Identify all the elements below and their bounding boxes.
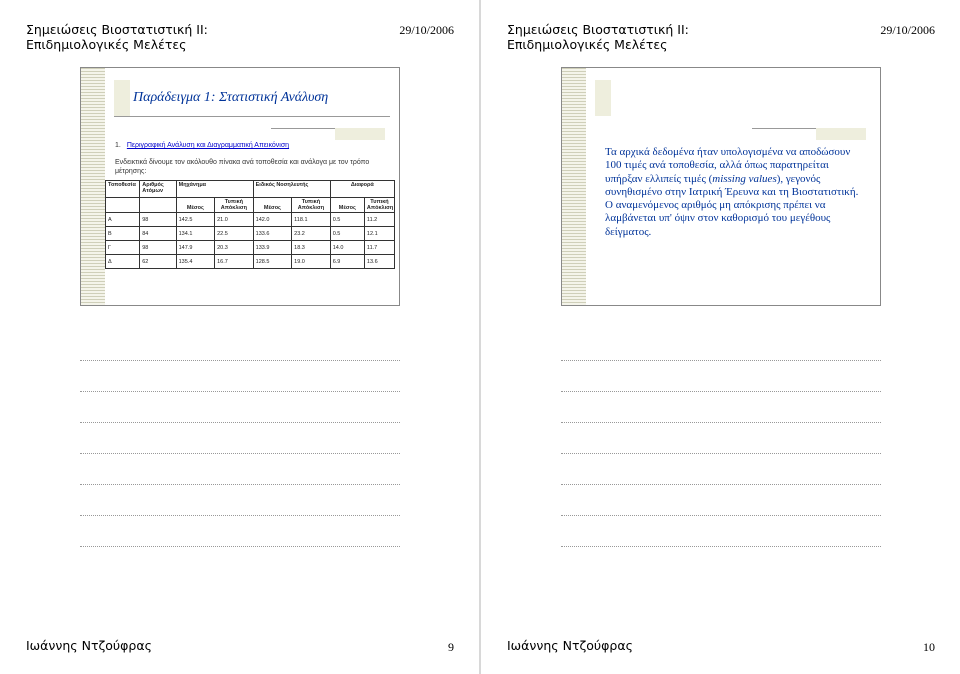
note-line bbox=[80, 453, 400, 455]
table-cell: 133.9 bbox=[253, 241, 292, 255]
table-header: Διαφορά bbox=[330, 181, 394, 198]
table-subheader: Τυπική Απόκλιση bbox=[215, 198, 254, 213]
slide-stripe bbox=[81, 68, 105, 305]
header-date: 29/10/2006 bbox=[880, 23, 935, 37]
note-line bbox=[561, 391, 881, 393]
table-cell: 84 bbox=[140, 227, 176, 241]
slide-body-italic: missing values bbox=[712, 172, 777, 185]
table-cell: 98 bbox=[140, 241, 176, 255]
table-cell: 142.5 bbox=[176, 213, 215, 227]
table-cell: 12.1 bbox=[364, 227, 394, 241]
table-cell: 118.1 bbox=[292, 213, 331, 227]
right-page bbox=[481, 0, 960, 674]
table-cell: 23.2 bbox=[292, 227, 331, 241]
left-page bbox=[0, 0, 479, 674]
table-cell: 20.3 bbox=[215, 241, 254, 255]
footer-page-number: 9 bbox=[448, 640, 454, 654]
note-line bbox=[80, 391, 400, 393]
note-line bbox=[80, 360, 400, 362]
table-subheader: Τυπική Απόκλιση bbox=[364, 198, 394, 213]
footer-page-number: 10 bbox=[923, 640, 935, 654]
note-line bbox=[80, 422, 400, 424]
table-header: Μηχάνημα bbox=[176, 181, 253, 198]
table-cell: 135.4 bbox=[176, 255, 215, 269]
table-cell: Γ bbox=[106, 241, 140, 255]
slide-title-rule bbox=[114, 116, 390, 117]
slide-body-text bbox=[605, 146, 867, 239]
header-title-line1: Σημειώσεις Βιοστατιστική ΙΙ: bbox=[507, 22, 689, 37]
note-line bbox=[561, 546, 881, 548]
table-subheader: Τυπική Απόκλιση bbox=[292, 198, 331, 213]
note-line bbox=[561, 422, 881, 424]
table-cell: 19.0 bbox=[292, 255, 331, 269]
slide-stripe bbox=[562, 68, 586, 305]
table-cell: 0.5 bbox=[330, 227, 364, 241]
table-subheader: Μέσος bbox=[330, 198, 364, 213]
slide-body-part2: ), γεγονός συνηθισμένο στην Ιατρική Έρευνα και τη Βιοστατιστική. Ο αναμενόμενος αριθμός μη απόκρισης πρέπει να λαμβάνεται υπ' όψιν στον καθορισμό του μεγέθους δείγματος. bbox=[605, 172, 859, 238]
footer-author: Ιωάννης Ντζούφρας bbox=[26, 638, 152, 653]
slide-decor-bar bbox=[816, 128, 866, 140]
header-title-line2: Επιδημιολογικές Μελέτες bbox=[507, 37, 668, 52]
footer-author: Ιωάννης Ντζούφρας bbox=[507, 638, 633, 653]
table-row bbox=[106, 227, 395, 241]
table-cell: 142.0 bbox=[253, 213, 292, 227]
slide-body-part1: Τα αρχικά δεδομένα ήταν υπολογισμένα να αποδώσουν 100 τιμές ανά τοποθεσία, αλλά όπως παρατηρείται υπήρξαν ελλιπείς τιμές ( bbox=[605, 146, 851, 185]
table-cell: 128.5 bbox=[253, 255, 292, 269]
notes-lines-left bbox=[80, 360, 400, 577]
table-cell: 16.7 bbox=[215, 255, 254, 269]
table-cell: Β bbox=[106, 227, 140, 241]
table-cell: 18.3 bbox=[292, 241, 331, 255]
note-line bbox=[80, 484, 400, 486]
table-cell: 21.0 bbox=[215, 213, 254, 227]
slide-decor-square bbox=[595, 80, 611, 116]
header-title-line1: Σημειώσεις Βιοστατιστική ΙΙ: bbox=[26, 22, 208, 37]
slide-decor-square bbox=[114, 80, 130, 116]
table-cell: 0.5 bbox=[330, 213, 364, 227]
note-line bbox=[561, 515, 881, 517]
table-row bbox=[106, 241, 395, 255]
table-header: Αριθμός Ατόμων bbox=[140, 181, 176, 198]
table-cell: 14.0 bbox=[330, 241, 364, 255]
table-cell: 62 bbox=[140, 255, 176, 269]
notes-lines-right bbox=[561, 360, 881, 577]
data-table bbox=[105, 180, 395, 269]
table-cell: 6.9 bbox=[330, 255, 364, 269]
table-cell: Δ bbox=[106, 255, 140, 269]
header-title bbox=[507, 22, 689, 52]
table-row bbox=[106, 255, 395, 269]
table-subheader-row bbox=[106, 198, 395, 213]
slide-intro: Ενδεικτικά δίνουμε τον ακόλουθο πίνακα ανά τοποθεσία και ανάλογα με τον τρόπο μέτρησης: bbox=[115, 159, 370, 175]
table-row bbox=[106, 213, 395, 227]
note-line bbox=[80, 515, 400, 517]
slide-divider bbox=[752, 128, 816, 129]
table-cell: Α bbox=[106, 213, 140, 227]
note-line bbox=[80, 546, 400, 548]
table-header: Τοποθεσία bbox=[106, 181, 140, 198]
header-title bbox=[26, 22, 208, 52]
table-cell: 133.6 bbox=[253, 227, 292, 241]
table-cell: 134.1 bbox=[176, 227, 215, 241]
table-header-row bbox=[106, 181, 395, 198]
table-cell: 98 bbox=[140, 213, 176, 227]
table-cell: 147.9 bbox=[176, 241, 215, 255]
slide-thumbnail bbox=[80, 67, 400, 306]
table-header: Ειδικός Νοσηλευτής bbox=[253, 181, 330, 198]
table-subheader: Μέσος bbox=[176, 198, 215, 213]
slide-decor-bar bbox=[335, 128, 385, 140]
slide-item-link[interactable]: Περιγραφική Ανάλυση και Διαγραμματική Απεικόνιση bbox=[126, 142, 290, 149]
note-line bbox=[561, 453, 881, 455]
table-cell: 22.5 bbox=[215, 227, 254, 241]
table-cell: 13.6 bbox=[364, 255, 394, 269]
slide-item bbox=[115, 142, 289, 149]
note-line bbox=[561, 484, 881, 486]
slide-divider bbox=[271, 128, 335, 129]
note-line bbox=[561, 360, 881, 362]
slide-title: Παράδειγμα 1: Στατιστική Ανάλυση bbox=[133, 90, 329, 105]
slide-item-number: 1. bbox=[115, 142, 121, 149]
header-date: 29/10/2006 bbox=[399, 23, 454, 37]
table-cell: 11.7 bbox=[364, 241, 394, 255]
header-title-line2: Επιδημιολογικές Μελέτες bbox=[26, 37, 187, 52]
table-cell: 11.2 bbox=[364, 213, 394, 227]
table-subheader: Μέσος bbox=[253, 198, 292, 213]
